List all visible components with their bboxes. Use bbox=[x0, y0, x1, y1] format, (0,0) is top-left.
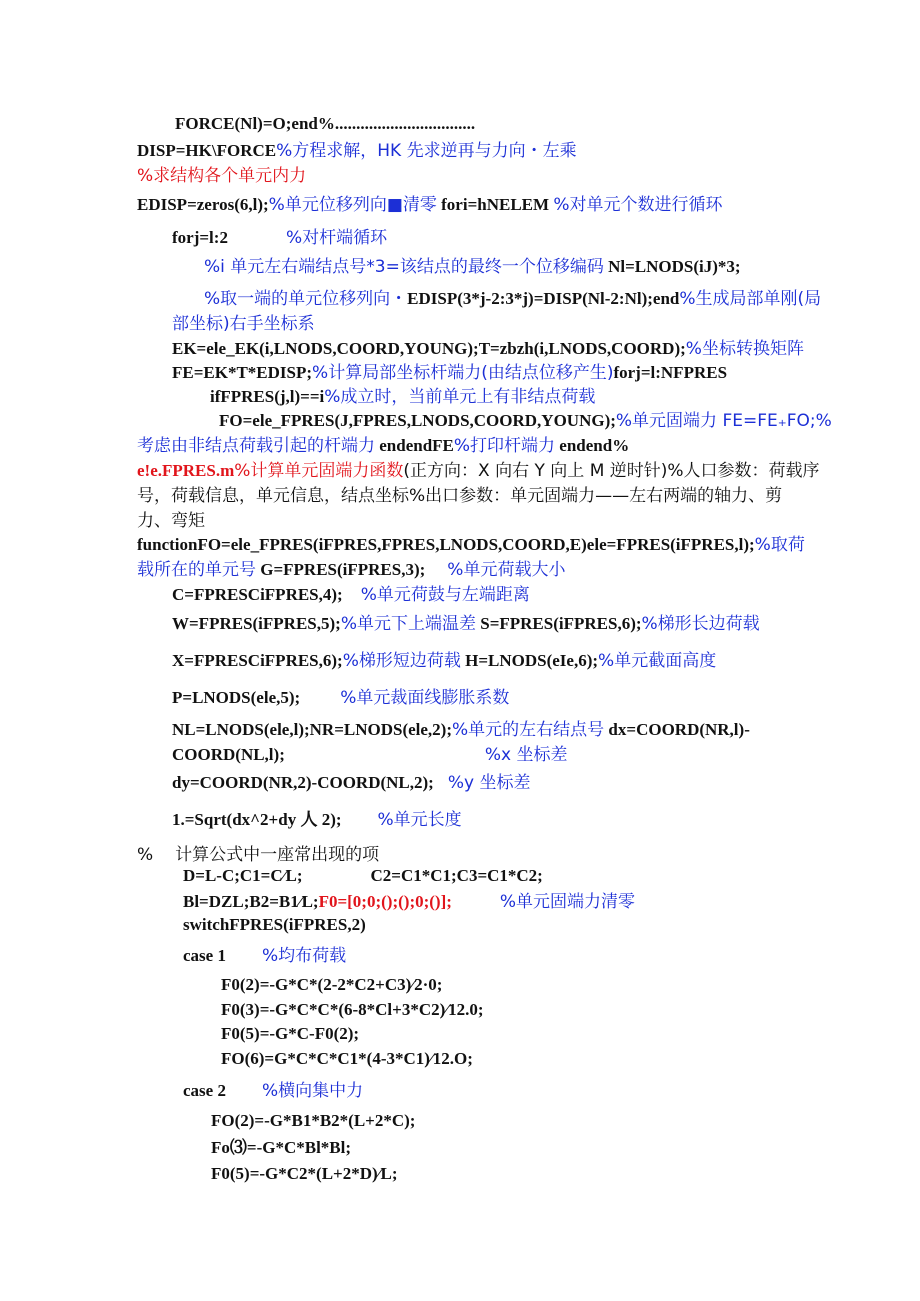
code-line-10: FE=EK*T*EDISP;%计算局部坐标杆端力(由结点位移产生)forj=l:NFPRES bbox=[172, 363, 728, 383]
code-line-21: X=FPRESCiFPRES,6);%梯形短边荷载 H=LNODS(eIe,6);%单元截面高度 bbox=[172, 651, 717, 671]
code-line-17: functionFO=ele_FPRES(iFPRES,FPRES,LNODS,COORD,E)ele=FPRES(iFPRES,l);%取荷 bbox=[137, 535, 805, 555]
code-line-4: EDISP=zeros(6,l);%单元位移列向■清零 fori=hNELEM %对单元个数进行循环 bbox=[137, 195, 723, 215]
code-line-15: 号，荷载信息，单元信息，结点坐标%出口参数：单元固端力——左右两端的轴力、剪 bbox=[137, 486, 783, 506]
code-line-2: DISP=HK\FORCE%方程求解，HK 先求逆再与力向・左乘 bbox=[137, 141, 577, 161]
code-line-36: case 2 %横向集中力 bbox=[183, 1081, 364, 1101]
code-line-38: Fo⑶=-G*C*Bl*Bl; bbox=[211, 1138, 352, 1157]
code-line-11: ifFPRES(j,l)==i%成立时，当前单元上有非结点荷载 bbox=[210, 387, 596, 407]
code-line-13: 考虑由非结点荷载引起的杆端力 endendFE%打印杆端力 endend% bbox=[137, 436, 630, 456]
code-line-3: %求结构各个单元内力 bbox=[137, 166, 307, 186]
code-line-22: P=LNODS(ele,5); %单元裁面线膨胀系数 bbox=[172, 688, 510, 708]
code-line-12: FO=ele_FPRES(J,FPRES,LNODS,COORD,YOUNG);%单元固端力 FE=FE₊FO;% bbox=[219, 411, 832, 431]
code-line-20: W=FPRES(iFPRES,5);%单元下上端温差 S=FPRES(iFPRES,6);%梯形长边荷载 bbox=[172, 614, 760, 634]
code-line-28: D=L-C;C1=C⁄L; C2=C1*C1;C3=C1*C2; bbox=[183, 866, 543, 885]
code-line-32: F0(2)=-G*C*(2-2*C2+C3)⁄2·0; bbox=[221, 975, 443, 994]
code-line-30: switchFPRES(iFPRES,2) bbox=[183, 915, 366, 934]
code-line-25: dy=COORD(NR,2)-COORD(NL,2); %y 坐标差 bbox=[172, 773, 531, 793]
code-line-24: COORD(NL,l); %x 坐标差 bbox=[172, 745, 568, 765]
code-line-1: FORCE(Nl)=O;end%................................. bbox=[175, 114, 476, 133]
code-line-14: e!e.FPRES.m%计算单元固端力函数(正方向：X 向右 Y 向上 M 逆时针)%人口参数：荷载序 bbox=[137, 461, 820, 481]
code-line-29: Bl=DZL;B2=B1⁄L;F0=[0;0;();();0;()]; %单元固端力清零 bbox=[183, 892, 636, 912]
code-line-35: FO(6)=G*C*C*C1*(4-3*C1)⁄12.O; bbox=[221, 1049, 473, 1068]
code-line-18: 载所在的单元号 G=FPRES(iFPRES,3); %单元荷载大小 bbox=[137, 560, 566, 580]
code-line-5: forj=l:2 %对杆端循环 bbox=[172, 228, 388, 248]
code-line-34: F0(5)=-G*C-F0(2); bbox=[221, 1024, 360, 1043]
code-line-37: FO(2)=-G*B1*B2*(L+2*C); bbox=[211, 1111, 416, 1130]
code-line-8: 部坐标)右手坐标系 bbox=[172, 314, 315, 334]
code-line-16: 力、弯矩 bbox=[137, 511, 205, 531]
code-line-23: NL=LNODS(ele,l);NR=LNODS(ele,2);%单元的左右结点号 dx=COORD(NR,l)- bbox=[172, 720, 750, 740]
code-line-26: 1.=Sqrt(dx^2+dy 人 2); %单元长度 bbox=[172, 810, 462, 830]
code-line-33: F0(3)=-G*C*C*(6-8*Cl+3*C2)⁄12.0; bbox=[221, 1000, 484, 1019]
code-line-6: %i 单元左右端结点号*3=该结点的最终一个位移编码 Nl=LNODS(iJ)*3; bbox=[204, 257, 741, 277]
code-line-31: case 1 %均布荷载 bbox=[183, 946, 347, 966]
code-line-7: %取一端的单元位移列向・EDISP(3*j-2:3*j)=DISP(Nl-2:Nl);end%生成局部单刚(局 bbox=[204, 289, 822, 309]
code-line-9: EK=ele_EK(i,LNODS,COORD,YOUNG);T=zbzh(i,LNODS,COORD);%坐标转换矩阵 bbox=[172, 339, 804, 359]
code-line-27: % 计算公式中一座常出现的项 bbox=[137, 845, 380, 865]
code-line-39: F0(5)=-G*C2*(L+2*D)⁄L; bbox=[211, 1164, 398, 1183]
code-line-19: C=FPRESCiFPRES,4); %单元荷鼓与左端距离 bbox=[172, 585, 530, 605]
